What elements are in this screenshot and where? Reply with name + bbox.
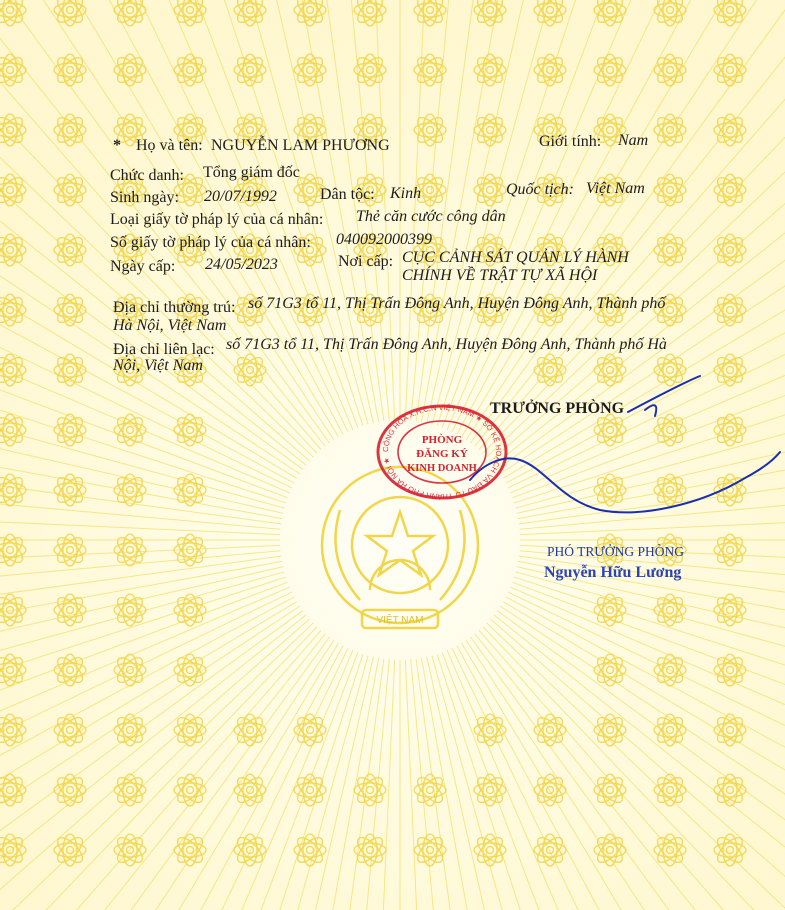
permanent-address-label: Địa chỉ thường trú:: [113, 299, 236, 316]
rosette-flower-icon: [594, 354, 627, 387]
rosette-flower-icon: [174, 834, 207, 867]
rosette-flower-icon: [474, 0, 507, 26]
rosette-flower-icon: [0, 0, 26, 26]
asterisk-marker: *: [113, 137, 121, 154]
sunburst-ray: [479, 630, 785, 910]
sunburst-ray: [0, 623, 313, 910]
rosette-flower-icon: [534, 834, 567, 867]
sunburst-ray: [447, 650, 754, 910]
rosette-flower-icon: [714, 294, 747, 327]
permanent-address-line1: số 71G3 tổ 11, Thị Trấn Đông Anh, Huyện Đông Anh, Thành phố: [248, 295, 666, 312]
title-label: Chức danh:: [110, 167, 184, 184]
dob-label: Sinh ngày:: [110, 189, 179, 206]
rosette-flower-icon: [534, 54, 567, 87]
sunburst-ray: [0, 0, 306, 465]
rosette-flower-icon: [414, 0, 447, 26]
rosette-flower-icon: [654, 834, 687, 867]
contact-address-label: Địa chỉ liên lạc:: [113, 341, 215, 358]
official-red-seal: [368, 400, 508, 500]
rosette-flower-icon: [354, 834, 387, 867]
permanent-address-line2: Hà Nội, Việt Nam: [113, 317, 227, 334]
rosette-flower-icon: [54, 834, 87, 867]
rosette-flower-icon: [0, 834, 26, 867]
rosette-flower-icon: [714, 834, 747, 867]
contact-address-line1: số 71G3 tổ 11, Thị Trấn Đông Anh, Huyện Đông Anh, Thành phố Hà: [226, 336, 667, 353]
rosette-flower-icon: [234, 54, 267, 87]
deputy-title: PHÓ TRƯỞNG PHÒNG: [547, 544, 684, 559]
issue-place-line2: CHÍNH VỀ TRẬT TỰ XÃ HỘI: [402, 267, 598, 284]
name-value: NGUYỄN LAM PHƯƠNG: [211, 137, 390, 154]
rosette-flower-icon: [654, 234, 687, 267]
rosette-flower-icon: [54, 234, 87, 267]
rosette-flower-icon: [654, 114, 687, 147]
rosette-flower-icon: [414, 54, 447, 87]
rosette-flower-icon: [474, 834, 507, 867]
rosette-flower-icon: [594, 54, 627, 87]
sunburst-ray: [466, 640, 785, 910]
seal-center-line2: ĐĂNG KÝ: [416, 448, 468, 460]
sunburst-ray: [506, 597, 785, 910]
rosette-flower-icon: [354, 774, 387, 807]
issue-date-label: Ngày cấp:: [110, 258, 176, 275]
rosette-flower-icon: [714, 114, 747, 147]
rosette-flower-icon: [234, 0, 267, 26]
id-number-label: Số giấy tờ pháp lý của cá nhân:: [110, 234, 311, 251]
rosette-flower-icon: [0, 774, 26, 807]
sunburst-ray: [46, 650, 353, 910]
rosette-flower-icon: [234, 354, 267, 387]
sunburst-ray: [471, 637, 785, 910]
sunburst-ray: [487, 623, 785, 910]
rosette-flower-icon: [354, 0, 387, 26]
rosette-flower-icon: [714, 534, 747, 567]
rosette-flower-icon: [0, 714, 26, 747]
rosette-flower-icon: [534, 0, 567, 26]
sunburst-ray: [475, 634, 785, 910]
rosette-flower-icon: [114, 534, 147, 567]
rosette-flower-icon: [54, 114, 87, 147]
rosette-flower-icon: [0, 54, 26, 87]
seal-center-line1: PHÒNG: [421, 434, 463, 446]
rosette-flower-icon: [54, 294, 87, 327]
rosette-flower-icon: [534, 774, 567, 807]
sunburst-ray: [427, 657, 601, 910]
nationality-value: Việt Nam: [586, 180, 645, 197]
rosette-flower-icon: [654, 354, 687, 387]
ethnicity-value: Kinh: [390, 185, 422, 202]
sunburst-ray: [0, 627, 317, 910]
dob-value: 20/07/1992: [204, 188, 277, 205]
rosette-flower-icon: [174, 594, 207, 627]
rosette-flower-icon: [114, 594, 147, 627]
sunburst-ray: [0, 459, 280, 529]
rosette-flower-icon: [534, 354, 567, 387]
sunburst-ray: [0, 597, 294, 910]
rosette-flower-icon: [594, 834, 627, 867]
issue-place-label: Nơi cấp:: [338, 253, 394, 270]
rosette-flower-icon: [594, 594, 627, 627]
rosette-flower-icon: [474, 714, 507, 747]
sunburst-ray: [0, 551, 280, 621]
id-number-value: 040092000399: [336, 231, 432, 248]
rosette-flower-icon: [234, 834, 267, 867]
sunburst-ray: [442, 652, 716, 910]
rosette-flower-icon: [594, 654, 627, 687]
rosette-flower-icon: [474, 114, 507, 147]
rosette-flower-icon: [714, 774, 747, 807]
sunburst-ray: [200, 657, 374, 910]
seal-ring-text: CỘNG HÒA X.H.C.N VIỆT NAM ★ SỞ KẾ HOẠCH VÀ ĐẦU TƯ THÀNH PHỐ HÀ NỘI ★: [380, 402, 504, 500]
rosette-flower-icon: [474, 174, 507, 207]
sunburst-ray: [462, 643, 785, 910]
rosette-flower-icon: [414, 834, 447, 867]
rosette-flower-icon: [174, 654, 207, 687]
rosette-flower-icon: [114, 834, 147, 867]
rosette-flower-icon: [54, 774, 87, 807]
rosette-flower-icon: [354, 54, 387, 87]
rosette-flower-icon: [714, 174, 747, 207]
rosette-flower-icon: [714, 234, 747, 267]
emblem-star-icon: [367, 512, 433, 575]
rosette-flower-icon: [654, 0, 687, 26]
rosette-flower-icon: [54, 534, 87, 567]
seal-center-line3: KINH DOANH: [407, 463, 477, 474]
rosette-flower-icon: [294, 834, 327, 867]
rosette-flower-icon: [54, 414, 87, 447]
rosette-flower-icon: [0, 594, 26, 627]
rosette-flower-icon: [174, 54, 207, 87]
name-label: Họ và tên:: [136, 137, 203, 154]
rosette-flower-icon: [0, 534, 26, 567]
sunburst-ray: [497, 611, 785, 910]
issue-place-line1: CỤC CẢNH SÁT QUẢN LÝ HÀNH: [402, 249, 629, 266]
sunburst-ray: [0, 567, 283, 741]
rosette-flower-icon: [54, 474, 87, 507]
rosette-flower-icon: [294, 0, 327, 26]
sunburst-ray: [0, 646, 343, 910]
rosette-flower-icon: [0, 474, 26, 507]
sunburst-ray: [517, 567, 785, 741]
rosette-flower-icon: [174, 414, 207, 447]
rosette-flower-icon: [414, 774, 447, 807]
sunburst-ray: [0, 643, 338, 910]
rosette-flower-icon: [54, 594, 87, 627]
rosette-flower-icon: [594, 414, 627, 447]
id-type-value: Thẻ căn cước công dân: [356, 208, 506, 225]
signer-name: Nguyễn Hữu Lương: [544, 564, 682, 581]
rosette-flower-icon: [54, 174, 87, 207]
rosette-flower-icon: [654, 774, 687, 807]
rosette-flower-icon: [714, 414, 747, 447]
ethnicity-label: Dân tộc:: [320, 186, 375, 203]
rosette-flower-icon: [654, 594, 687, 627]
emblem-banner-text: VIỆT NAM: [376, 615, 424, 626]
rosette-flower-icon: [114, 0, 147, 26]
rosette-flower-icon: [0, 294, 26, 327]
rosette-flower-icon: [0, 414, 26, 447]
sunburst-ray: [0, 0, 310, 461]
rosette-flower-icon: [714, 474, 747, 507]
rosette-flower-icon: [294, 714, 327, 747]
nationality-label: Quốc tịch:: [506, 181, 574, 198]
sunburst-ray: [508, 592, 785, 910]
title-value: Tổng giám đốc: [203, 164, 300, 181]
rosette-flower-icon: [234, 774, 267, 807]
sunburst-ray: [516, 572, 785, 780]
rosette-flower-icon: [0, 114, 26, 147]
sunburst-ray: [0, 640, 334, 910]
contact-address-line2: Nội, Việt Nam: [113, 357, 203, 374]
head-of-office-title: TRƯỞNG PHÒNG: [490, 400, 625, 417]
rosette-flower-icon: [174, 774, 207, 807]
sunburst-ray: [416, 659, 521, 910]
sunburst-ray: [84, 652, 358, 910]
rosette-flower-icon: [474, 54, 507, 87]
sunburst-ray: [503, 602, 785, 910]
gender-value: Nam: [618, 132, 649, 149]
gender-label: Giới tính:: [539, 133, 602, 150]
rosette-flower-icon: [594, 774, 627, 807]
id-type-label: Loại giấy tờ pháp lý của cá nhân:: [110, 211, 324, 228]
issue-date-value: 24/05/2023: [205, 256, 278, 273]
sunburst-ray: [0, 619, 310, 910]
rosette-flower-icon: [714, 594, 747, 627]
rosette-flower-icon: [114, 774, 147, 807]
rosette-flower-icon: [294, 54, 327, 87]
sunburst-ray: [518, 561, 785, 700]
sunburst-ray: [279, 659, 384, 910]
